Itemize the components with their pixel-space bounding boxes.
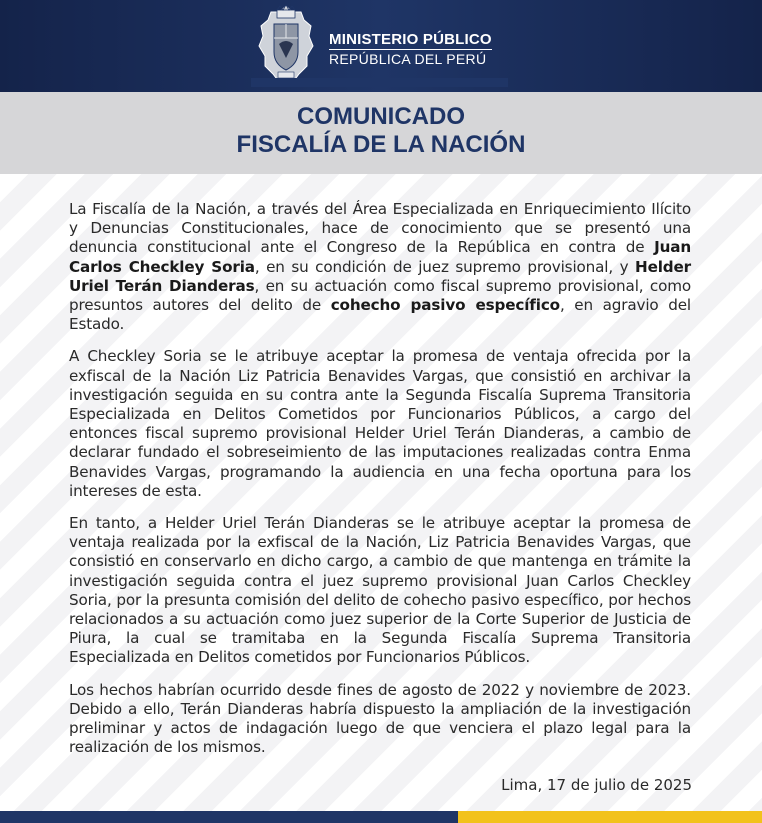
paragraph-1-text-c: , en su condición de juez supremo provisional, y bbox=[254, 257, 636, 276]
title-underline-bar bbox=[251, 78, 508, 87]
title-line-1: COMUNICADO bbox=[297, 103, 465, 130]
footer-strip bbox=[0, 811, 762, 823]
offense-name: cohecho pasivo específico bbox=[330, 296, 560, 315]
release-date: Lima, 17 de julio de 2025 bbox=[501, 776, 692, 794]
title-band bbox=[0, 92, 762, 174]
accused-name-1: Juan Carlos Checkley Soria bbox=[69, 238, 691, 276]
paragraph-3: En tanto, a Helder Uriel Terán Dianderas se le atribuye aceptar la promesa de ventaja realizada por la exfiscal de la Nación, Liz Patricia Benavides Vargas, que consistió en conservarlo en dicho cargo, a cambio de que mantenga en trámite la investigación seguida contra el juez supremo provisional Juan Carlos Checkley Soria, por la presunta comisión del delito de cohecho pasivo específico, por hechos relacionados a su actuación como juez superior de la Corte Superior de Justicia de Piura, la cual se tramitaba en la Segunda Fiscalía Suprema Transitoria Especializada en Delitos cometidos por Funcionarios Públicos. bbox=[69, 514, 691, 667]
release-body bbox=[69, 200, 691, 770]
paragraph-1 bbox=[69, 200, 691, 334]
paragraph-2: A Checkley Soria se le atribuye aceptar la promesa de ventaja ofrecida por la exfiscal de la Nación Liz Patricia Benavides Vargas, que consistió en archivar la investigación seguida en su contra ante la Segunda Fiscalía Suprema Transitoria Especializada en Delitos Cometidos por Funcionarios Públicos, a cargo del entonces fiscal supremo provisional Helder Uriel Terán Dianderas, a cambio de declarar fundado el sobreseimiento de las imputaciones realizadas contra Enma Benavides Vargas, programando la audiencia en una fecha oportuna para los intereses de esta. bbox=[69, 347, 691, 500]
footer-yellow-bar bbox=[458, 811, 762, 823]
paragraph-1-text-a: La Fiscalía de la Nación, a través del Área Especializada en Enriquecimiento Ilícito y Denuncias Constitucionales, hace de conocimiento que se presentó una denuncia constitucional ante el Congreso de la República en contra de bbox=[69, 200, 691, 257]
ministry-name: MINISTERIO PÚBLICO bbox=[329, 31, 492, 48]
paragraph-1-text-e: , en su actuación como fiscal supremo provisional, como presuntos autores del delito de bbox=[69, 276, 691, 315]
coat-of-arms-icon bbox=[257, 4, 315, 88]
accused-name-2: Helder Uriel Terán Dianderas bbox=[69, 257, 691, 295]
page-title bbox=[0, 103, 762, 159]
country-name: REPÚBLICA DEL PERÚ bbox=[329, 49, 492, 67]
title-line-2: FISCALÍA DE LA NACIÓN bbox=[236, 131, 526, 158]
paragraph-4: Los hechos habrían ocurrido desde fines de agosto de 2022 y noviembre de 2023. Debido a ello, Terán Dianderas habría dispuesto la ampliación de la investigación preliminar y actos de indagación luego de que venciera el plazo legal para la realización de los mismos. bbox=[69, 680, 691, 757]
footer-navy-bar bbox=[0, 811, 458, 823]
paragraph-1-text-g: , en agravio del Estado. bbox=[69, 296, 691, 334]
ministry-logo-text bbox=[329, 31, 492, 67]
